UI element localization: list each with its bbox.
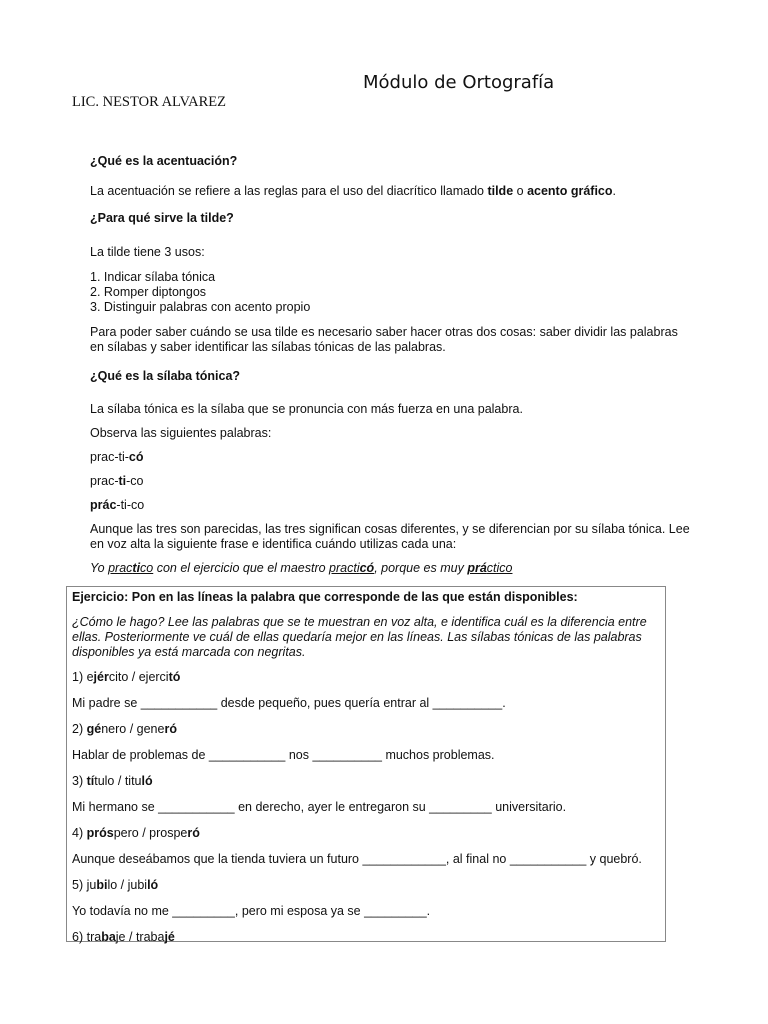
word-part: tulo [94,774,115,788]
word-part: co [140,561,154,575]
item-number: 1) [72,670,87,684]
tilde-intro: La tilde tiene 3 usos: [90,245,205,259]
question-acentuacion: ¿Qué es la acentuación? [90,154,238,168]
list-item: 2. Romper diptongos [90,285,207,299]
fill-sentence: Mi hermano se ___________ en derecho, ayer le entregaron su _________ universitario. [72,800,567,814]
tilde-paragraph: Para poder saber cuándo se usa tilde es necesario saber hacer otras dos cosas: saber dividir las palabras en sílabas y saber identificar las sílabas tónicas de las palabras. [90,325,678,354]
word-example [90,474,690,489]
item-number: 3) [72,774,87,788]
word-tonic: ba [101,930,116,944]
silaba-tonica-definition: La sílaba tónica es la sílaba que se pronuncia con más fuerza en una palabra. [90,402,523,416]
word-part: cito [108,670,129,684]
item-number: 5) [72,878,87,892]
acentuacion-definition [90,184,690,199]
word-tonic: tí [86,774,95,788]
word-part: prac- [90,474,119,488]
word-example [90,498,690,513]
document-body [90,154,690,585]
word-part: prac-ti- [90,450,129,464]
word-tonic: tó [168,670,181,684]
item-number: 2) [72,722,87,736]
word-part: prac [108,561,133,575]
word-pair [72,930,660,945]
sentence-text: Yo [90,561,109,575]
fill-sentence: Yo todavía no me _________, pero mi esposa ya se _________. [72,904,431,918]
exercise-box [66,586,666,942]
word-example [90,450,690,465]
exercise-title: Ejercicio: Pon en las líneas la palabra que corresponde de las que están disponibles: [72,590,578,604]
word-part: je [115,930,126,944]
word-tonic: có [128,450,144,464]
word-part: jubi [127,878,148,892]
fill-sentence: Aunque deseábamos que la tienda tuviera un futuro ____________, al final no ___________ y quebró. [72,852,642,866]
observe-text: Observa las siguientes palabras: [90,426,272,440]
word-part: practi [329,561,360,575]
word-tonic: prác [90,498,117,512]
separator: / [125,930,136,944]
separator: / [117,878,128,892]
underlined-word [329,561,374,575]
word-part: gene [136,722,165,736]
word-part: ctico [486,561,513,575]
word-tonic: ró [187,826,200,840]
item-number: 4) [72,826,87,840]
definition-bold-tilde: tilde [487,184,514,198]
word-part: e [86,670,94,684]
document-title: Módulo de Ortografía [363,72,555,93]
word-part: nero [101,722,127,736]
definition-text: o [513,184,528,198]
question-tilde: ¿Para qué sirve la tilde? [90,211,234,225]
underlined-word [108,561,153,575]
word-tonic: prós [86,826,114,840]
definition-bold-acento: acento gráfico [527,184,613,198]
word-tonic: ró [164,722,177,736]
word-tonic: gé [86,722,102,736]
word-part: ju [86,878,97,892]
word-tonic: ló [147,878,159,892]
separator: / [126,722,137,736]
word-tonic: có [359,561,375,575]
tilde-uses-list [90,270,690,315]
word-part: prospe [149,826,188,840]
definition-text: . [612,184,616,198]
word-tonic: jé [164,930,175,944]
word-tonic: ló [141,774,153,788]
separator: / [138,826,150,840]
word-part: -co [126,474,144,488]
word-tonic: prá [467,561,487,575]
list-item: 1. Indicar sílaba tónica [90,270,216,284]
author-name: LIC. NESTOR ALVAREZ [72,94,227,110]
word-part: titu [124,774,142,788]
word-pair [72,670,660,685]
exercise-instructions: ¿Cómo le hago? Lee las palabras que se te muestran en voz alta, e identifica cuál es la diferencia entre ellas. Posteriormente ve cuál de ellas quedaría mejor en las líneas. Las sílabas tónicas de las palabras disponibles ya está marcada con negritas. [72,615,647,659]
word-part: tra [86,930,102,944]
word-tonic: ti [118,474,127,488]
word-part: ejerci [138,670,169,684]
sentence-text: , porque es muy [374,561,468,575]
word-tonic: ti [132,561,141,575]
list-item: 3. Distinguir palabras con acento propio [90,300,311,314]
separator: / [114,774,125,788]
word-tonic: bi [96,878,108,892]
separator: / [128,670,139,684]
fill-sentence: Mi padre se ___________ desde pequeño, pues quería entrar al __________. [72,696,506,710]
word-pair [72,774,660,789]
item-number: 6) [72,930,87,944]
example-sentence [90,561,690,576]
word-pair [72,826,660,841]
word-part: -ti-co [116,498,145,512]
sentence-text: con el ejercicio que el maestro [153,561,330,575]
word-pair [72,878,660,893]
underlined-word [467,561,512,575]
differences-paragraph: Aunque las tres son parecidas, las tres significan cosas diferentes, y se diferencian por su sílaba tónica. Lee en voz alta la siguiente frase e identifica cuándo utilizas cada una: [90,522,690,551]
definition-text: La acentuación se refiere a las reglas para el uso del diacrítico llamado [90,184,488,198]
word-part: traba [135,930,165,944]
question-silaba-tonica: ¿Qué es la sílaba tónica? [90,369,241,383]
word-part: pero [113,826,139,840]
word-part: lo [107,878,118,892]
word-pair [72,722,660,737]
fill-sentence: Hablar de problemas de ___________ nos __________ muchos problemas. [72,748,495,762]
word-tonic: jér [93,670,109,684]
